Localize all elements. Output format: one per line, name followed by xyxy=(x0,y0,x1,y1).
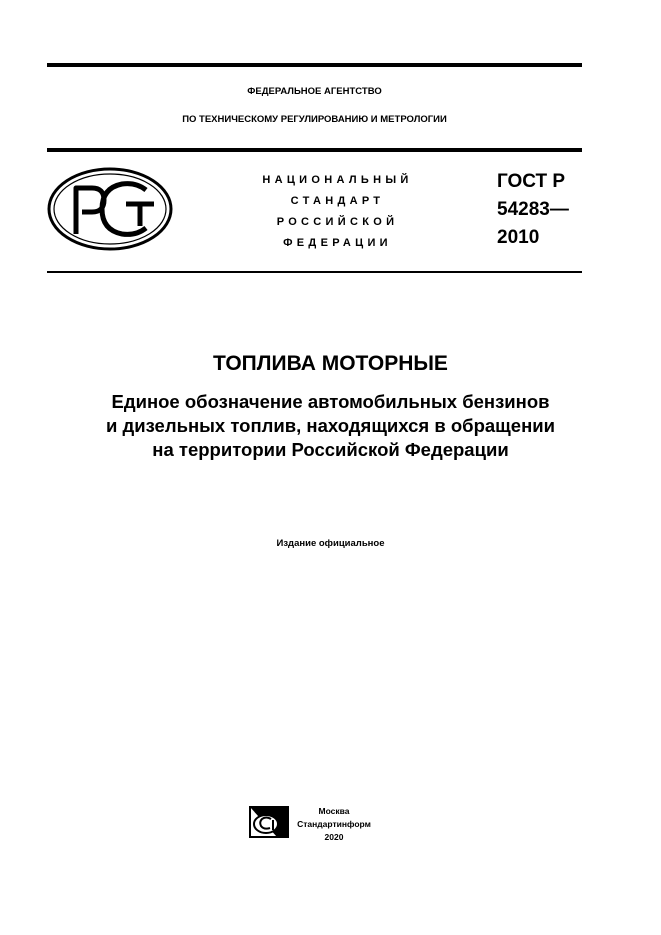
agency-line-1: ФЕДЕРАЛЬНОЕ АГЕНТСТВО xyxy=(247,86,382,97)
rst-certification-mark-icon xyxy=(46,166,174,252)
agency-line-2: ПО ТЕХНИЧЕСКОМУ РЕГУЛИРОВАНИЮ И МЕТРОЛОГИИ xyxy=(182,114,447,125)
national-standard-label xyxy=(240,170,435,254)
publisher-city: Москва xyxy=(318,806,350,816)
publication-year: 2020 xyxy=(324,832,344,842)
subtitle-line: Единое обозначение автомобильных бензинов xyxy=(111,391,550,412)
national-standard-line: РОССИЙСКОЙ xyxy=(276,216,399,228)
standard-designation xyxy=(497,168,569,252)
designation-line: 54283— xyxy=(497,199,569,220)
subtitle-line: на территории Российской Федерации xyxy=(152,439,509,460)
edition-note: Издание официальное xyxy=(276,538,385,549)
standard-block-rule xyxy=(47,271,582,273)
subtitle-line: и дизельных топлив, находящихся в обращении xyxy=(105,415,556,436)
document-title: ТОПЛИВА МОТОРНЫЕ xyxy=(213,352,448,375)
designation-line: ГОСТ Р xyxy=(497,171,566,192)
top-rule xyxy=(47,63,582,67)
national-standard-line: ФЕДЕРАЦИИ xyxy=(283,237,392,249)
designation-line: 2010 xyxy=(497,227,540,248)
header-rule xyxy=(47,148,582,152)
national-standard-line: НАЦИОНАЛЬНЫЙ xyxy=(262,174,413,186)
document-subtitle xyxy=(0,390,661,462)
national-standard-line: СТАНДАРТ xyxy=(290,195,385,207)
standartinform-logo-icon xyxy=(249,806,289,838)
publisher-info xyxy=(294,805,374,844)
publisher-name: Стандартинформ xyxy=(297,819,371,829)
